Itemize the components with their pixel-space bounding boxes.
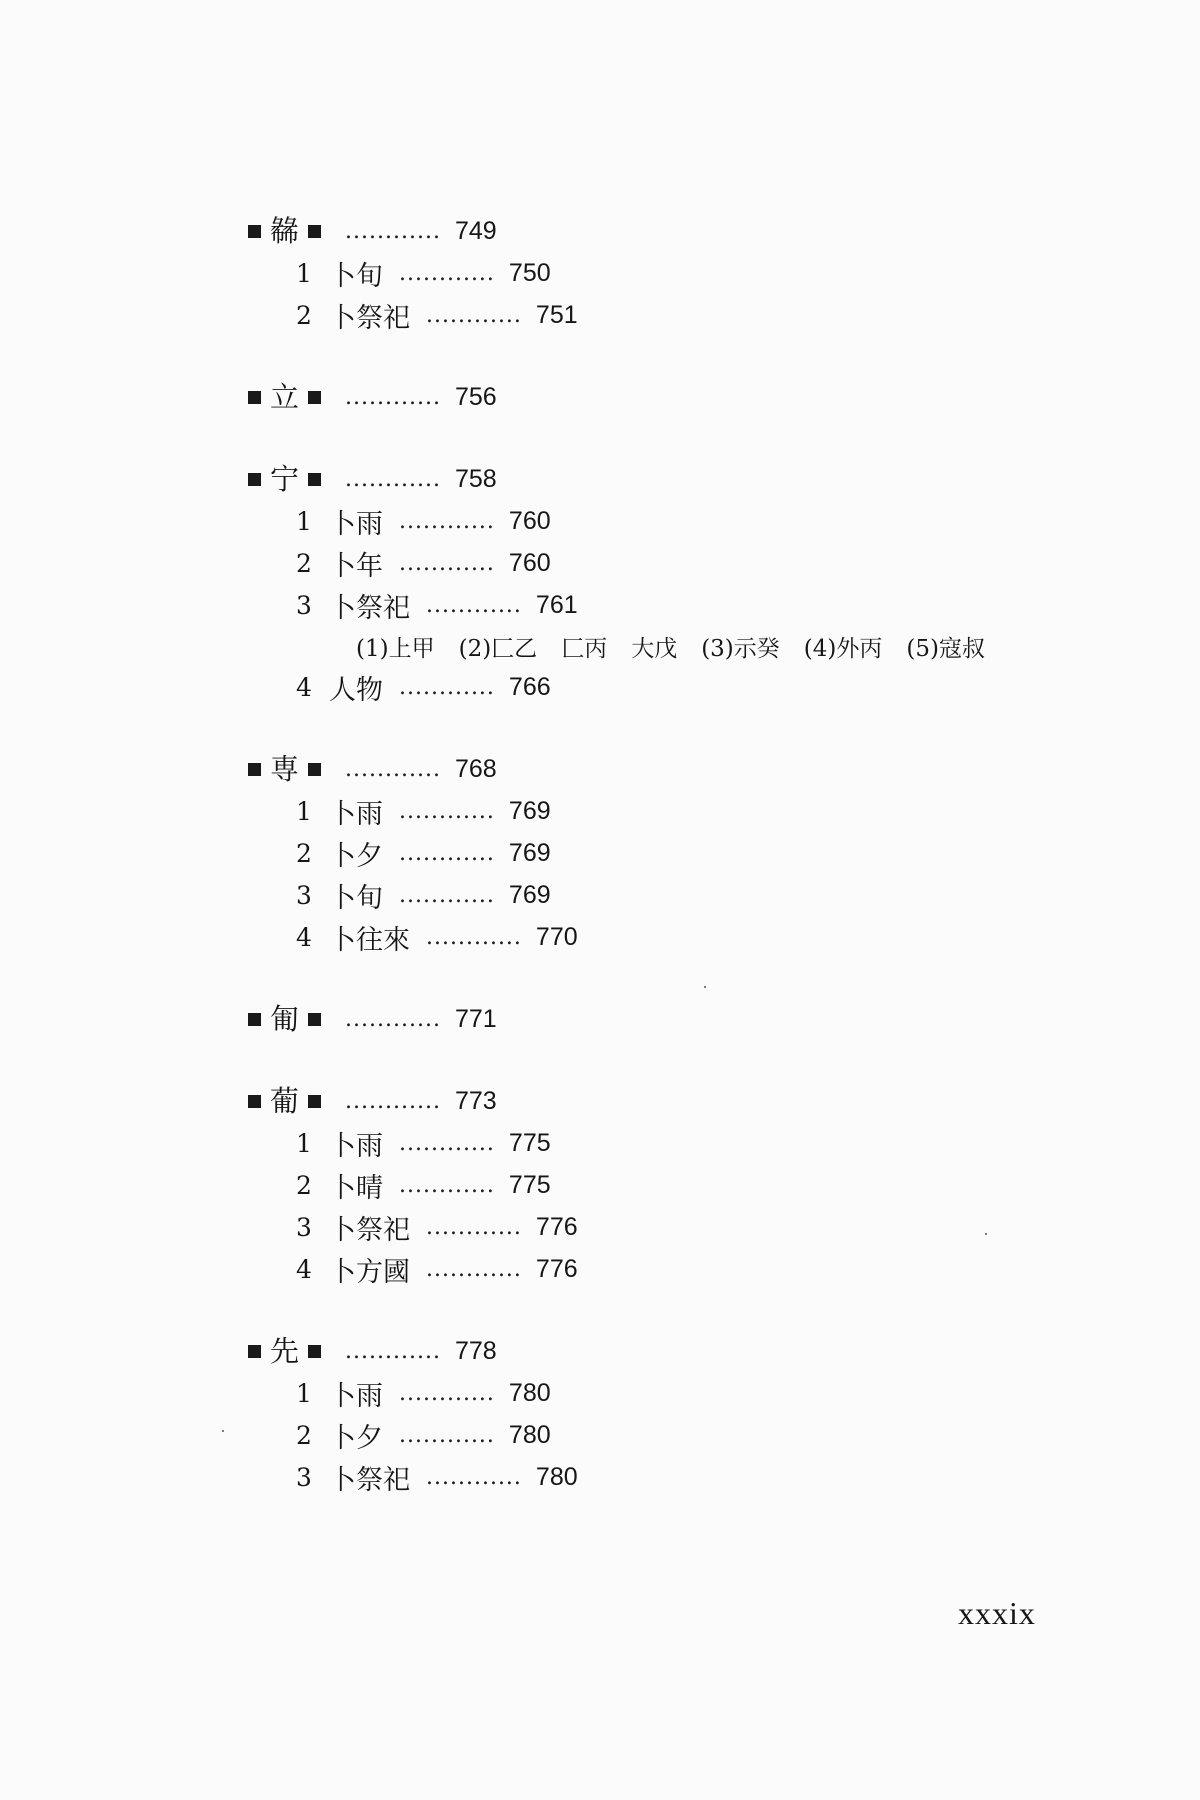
dot-leader: ............ <box>399 798 495 824</box>
toc-entry[interactable] <box>296 1122 1048 1164</box>
toc-entry[interactable] <box>296 294 1048 336</box>
dot-leader: ............ <box>399 674 495 700</box>
entry-number: 4 <box>296 922 312 952</box>
square-bullet-icon <box>248 1095 261 1108</box>
square-bullet-icon <box>308 763 321 776</box>
toc-section <box>248 458 1048 708</box>
entry-number: 2 <box>296 548 312 578</box>
toc-section <box>248 748 1048 958</box>
subentry: 大戊 <box>631 635 678 662</box>
dot-leader: ............ <box>426 1214 522 1240</box>
toc-entry[interactable] <box>296 1414 1048 1456</box>
entry-number: 3 <box>296 590 312 620</box>
dot-leader: ............ <box>345 1338 441 1364</box>
entry-label: 卜晴 <box>329 1172 383 1204</box>
entry-number: 1 <box>296 1378 312 1408</box>
page-number: 776 <box>535 1254 578 1283</box>
dot-leader: ............ <box>426 1464 522 1490</box>
page-number: 760 <box>508 506 551 535</box>
dot-leader: ............ <box>399 508 495 534</box>
entry-number: 1 <box>296 258 312 288</box>
entry-number: 2 <box>296 1420 312 1450</box>
dot-leader: ............ <box>399 840 495 866</box>
entry-label: 卜祭祀 <box>329 592 410 624</box>
entry-label: 人物 <box>329 674 383 706</box>
dot-leader: ............ <box>345 384 441 410</box>
section-character: 匍 <box>270 1001 300 1036</box>
square-bullet-icon <box>248 225 261 238</box>
dot-leader: ............ <box>345 756 441 782</box>
page-number: 780 <box>508 1378 551 1407</box>
dot-leader: ............ <box>399 1172 495 1198</box>
toc-entry[interactable] <box>296 1372 1048 1414</box>
page-number: 750 <box>508 258 551 287</box>
page-number: 771 <box>454 1004 497 1033</box>
page-number: 769 <box>508 796 551 825</box>
subentry: (4)外丙 <box>803 635 883 662</box>
page-number: 775 <box>508 1128 551 1157</box>
scan-speck <box>704 986 706 988</box>
section-heading[interactable] <box>248 458 1048 500</box>
entry-label: 卜祭祀 <box>329 1464 410 1496</box>
subentry: (2)匚乙 <box>458 635 538 662</box>
entry-label: 卜祭祀 <box>329 1214 410 1246</box>
entry-number: 3 <box>296 1462 312 1492</box>
square-bullet-icon <box>308 1013 321 1026</box>
toc-entry[interactable] <box>296 916 1048 958</box>
section-heading[interactable] <box>248 1330 1048 1372</box>
toc-section <box>248 1080 1048 1290</box>
dot-leader: ............ <box>399 550 495 576</box>
entry-label: 卜旬 <box>329 260 383 292</box>
square-bullet-icon <box>308 391 321 404</box>
toc-section <box>248 376 1048 418</box>
entry-label: 卜夕 <box>329 840 383 872</box>
page-number: 778 <box>454 1336 497 1365</box>
entry-label: 卜雨 <box>329 1130 383 1162</box>
dot-leader: ............ <box>345 1088 441 1114</box>
page-number: 766 <box>508 672 551 701</box>
entry-number: 1 <box>296 796 312 826</box>
entry-label: 卜夕 <box>329 1422 383 1454</box>
entry-number: 1 <box>296 1128 312 1158</box>
toc-entry[interactable] <box>296 1248 1048 1290</box>
page-number: 758 <box>454 464 497 493</box>
toc-entry[interactable] <box>296 874 1048 916</box>
entry-number: 2 <box>296 838 312 868</box>
subentry: (1)上甲 <box>356 635 435 662</box>
subentry: (3)示癸 <box>701 635 780 662</box>
toc-entry[interactable] <box>296 832 1048 874</box>
toc-entry[interactable] <box>296 666 1048 708</box>
page-folio: xxxix <box>958 1595 1036 1631</box>
square-bullet-icon <box>308 473 321 486</box>
table-of-contents <box>248 210 1048 1538</box>
toc-entry[interactable] <box>296 790 1048 832</box>
section-heading[interactable] <box>248 210 1048 252</box>
dot-leader: ............ <box>426 592 522 618</box>
toc-entry[interactable] <box>296 1164 1048 1206</box>
toc-section <box>248 998 1048 1040</box>
section-character: 宁 <box>270 461 300 496</box>
page-number: 770 <box>535 922 578 951</box>
scan-speck <box>222 1430 224 1432</box>
toc-entry[interactable] <box>296 252 1048 294</box>
page-number: 773 <box>454 1086 497 1115</box>
page-number: 780 <box>535 1462 578 1491</box>
section-character: 㣈 <box>270 213 300 248</box>
dot-leader: ............ <box>399 1380 495 1406</box>
entry-number: 4 <box>296 1254 312 1284</box>
page-number: 769 <box>508 880 551 909</box>
section-character: 専 <box>270 751 300 786</box>
section-character: 先 <box>270 1333 300 1368</box>
toc-entry[interactable] <box>296 1206 1048 1248</box>
toc-section <box>248 210 1048 336</box>
dot-leader: ............ <box>399 1422 495 1448</box>
page-number: 756 <box>454 382 497 411</box>
entry-label: 卜雨 <box>329 508 383 540</box>
entry-label: 卜祭祀 <box>329 302 410 334</box>
square-bullet-icon <box>248 1345 261 1358</box>
square-bullet-icon <box>308 1095 321 1108</box>
square-bullet-icon <box>248 763 261 776</box>
entry-label: 卜年 <box>329 550 383 582</box>
dot-leader: ............ <box>345 466 441 492</box>
section-character: 葡 <box>270 1083 300 1118</box>
page-number: 749 <box>454 216 497 245</box>
dot-leader: ............ <box>426 924 522 950</box>
page-number: 760 <box>508 548 551 577</box>
dot-leader: ............ <box>345 218 441 244</box>
subentry: (5)寇叔 <box>906 635 985 662</box>
square-bullet-icon <box>308 1345 321 1358</box>
toc-entry[interactable] <box>296 542 1048 584</box>
square-bullet-icon <box>248 473 261 486</box>
page-number: 769 <box>508 838 551 867</box>
dot-leader: ............ <box>426 1256 522 1282</box>
section-heading[interactable] <box>248 748 1048 790</box>
toc-entry[interactable] <box>296 584 1048 626</box>
page-number: 761 <box>535 590 578 619</box>
dot-leader: ............ <box>399 260 495 286</box>
page-number: 768 <box>454 754 497 783</box>
scan-speck <box>985 1233 987 1235</box>
entry-number: 1 <box>296 506 312 536</box>
entry-label: 卜雨 <box>329 798 383 830</box>
page-number: 751 <box>535 300 578 329</box>
entry-number: 2 <box>296 300 312 330</box>
square-bullet-icon <box>248 1013 261 1026</box>
square-bullet-icon <box>308 225 321 238</box>
subentry: 匚丙 <box>561 635 608 662</box>
page-number: 776 <box>535 1212 578 1241</box>
section-heading[interactable] <box>248 998 1048 1040</box>
dot-leader: ............ <box>399 882 495 908</box>
page-number: 780 <box>508 1420 551 1449</box>
toc-section <box>248 1330 1048 1498</box>
section-heading[interactable] <box>248 1080 1048 1122</box>
square-bullet-icon <box>248 391 261 404</box>
dot-leader: ............ <box>345 1006 441 1032</box>
page-number: 775 <box>508 1170 551 1199</box>
entry-number: 2 <box>296 1170 312 1200</box>
toc-entry[interactable] <box>296 1456 1048 1498</box>
section-heading[interactable] <box>248 376 1048 418</box>
entry-number: 3 <box>296 880 312 910</box>
entry-label: 卜往來 <box>329 924 410 956</box>
entry-number: 4 <box>296 672 312 702</box>
subentry-list <box>356 626 1048 666</box>
section-character: 立 <box>270 379 300 414</box>
entry-label: 卜雨 <box>329 1380 383 1412</box>
toc-entry[interactable] <box>296 500 1048 542</box>
entry-label: 卜旬 <box>329 882 383 914</box>
entry-number: 3 <box>296 1212 312 1242</box>
entry-label: 卜方國 <box>329 1256 410 1288</box>
dot-leader: ............ <box>399 1130 495 1156</box>
dot-leader: ............ <box>426 302 522 328</box>
